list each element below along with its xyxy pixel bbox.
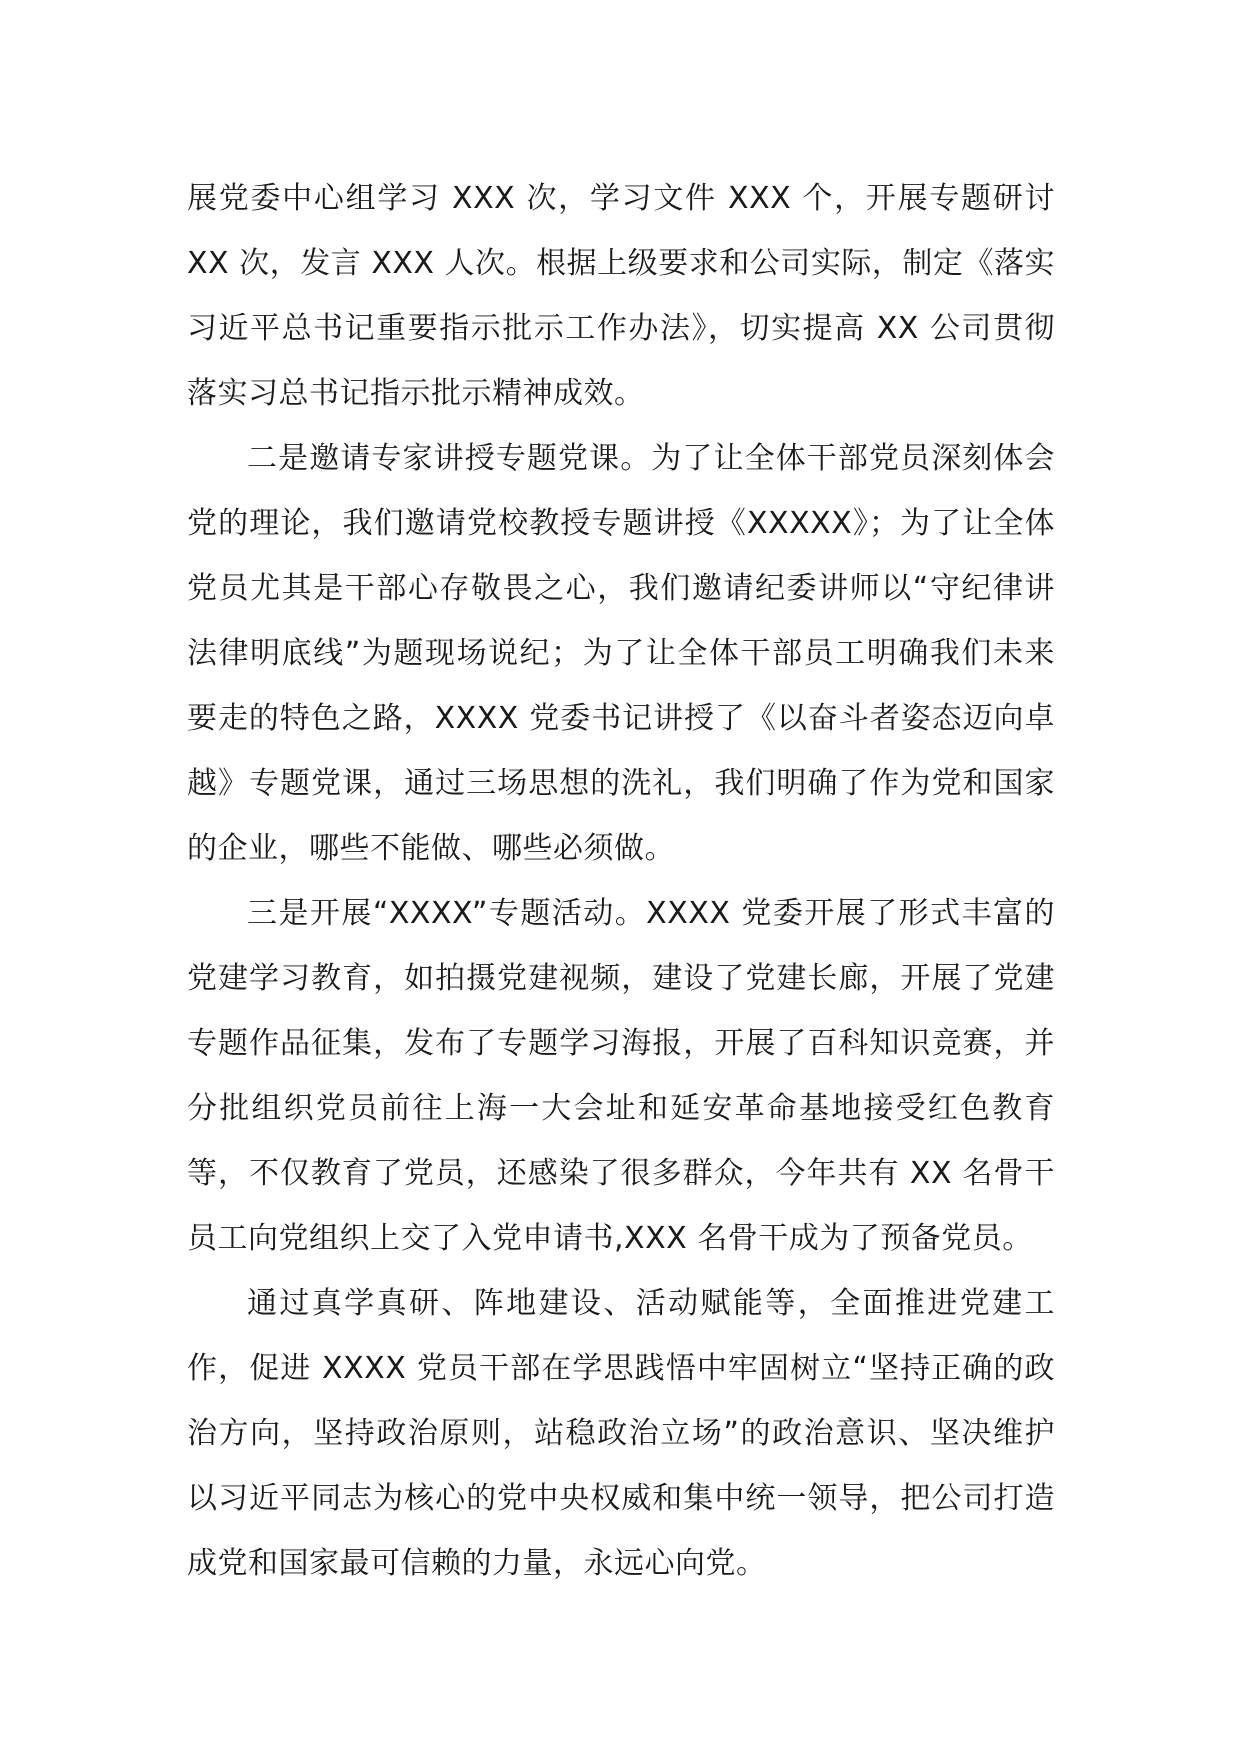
paragraph-expert-lectures: 二是邀请专家讲授专题党课。为了让全体干部党员深刻体会党的理论，我们邀请党校教授专题讲授《XXXXX》；为了让全体党员尤其是干部心存敬畏之心，我们邀请纪委讲师以“守纪律讲法律明底线”为题现场说纪；为了让全体干部员工明确我们未来要走的特色之路，XXXX 党委书记讲授了《以奋斗者姿态迈向卓越》专题党课，通过三场思想的洗礼，我们明确了作为党和国家的企业，哪些不能做、哪些必须做。: [187, 441, 1055, 866]
paragraph-themed-activities: 三是开展“XXXX”专题活动。XXXX 党委开展了形式丰富的党建学习教育，如拍摄党建视频，建设了党建长廊，开展了党建专题作品征集，发布了专题学习海报，开展了百科知识竞赛，并分批组织党员前往上海一大会址和延安革命基地接受红色教育等，不仅教育了党员，还感染了很多群众，今年共有 XX 名骨干员工向党组织上交了入党申请书,XXX 名骨干成为了预备党员。: [187, 896, 1055, 1256]
paragraph-summary: 通过真学真研、阵地建设、活动赋能等，全面推进党建工作，促进 XXXX 党员干部在学思践悟中牢固树立“坚持正确的政治方向，坚持政治原则，站稳政治立场”的政治意识、坚决维护以习近平同志为核心的党中央权威和集中统一领导，把公司打造成党和国家最可信赖的力量，永远心向党。: [187, 1286, 1055, 1581]
document-body: [187, 166, 1055, 1596]
paragraph-continued: 展党委中心组学习 XXX 次，学习文件 XXX 个，开展专题研讨 XX 次，发言 XXX 人次。根据上级要求和公司实际，制定《落实习近平总书记重要指示批示工作办法》，切实提高 XX 公司贯彻落实习总书记指示批示精神成效。: [187, 181, 1055, 411]
